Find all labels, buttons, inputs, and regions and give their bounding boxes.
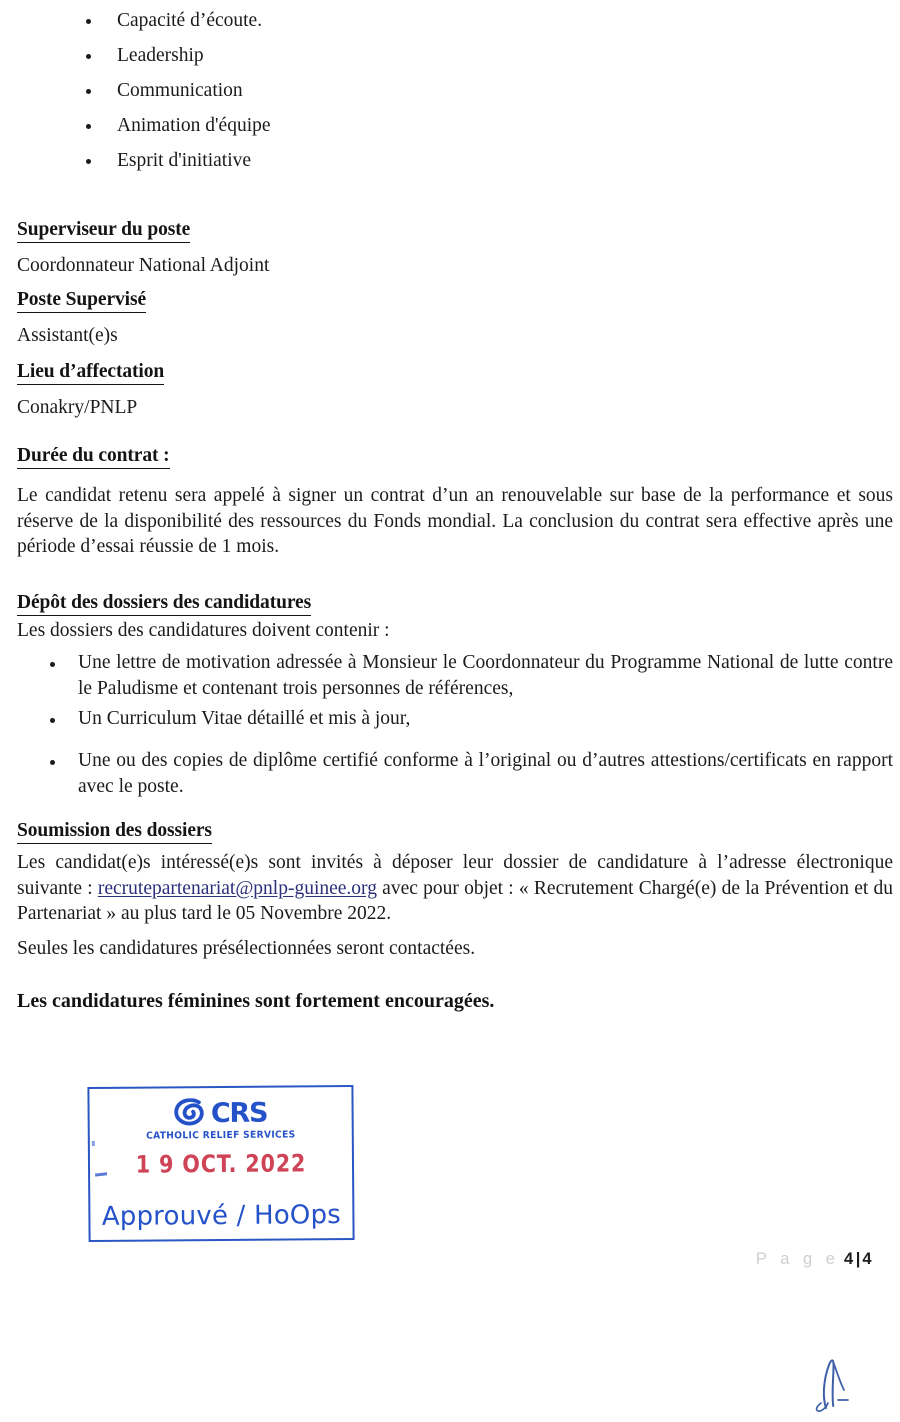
stamp-date: 1 9 OCT. 2022 (135, 1149, 307, 1179)
heading-contract-duration-text: Durée du contrat : (17, 445, 170, 469)
application-files-intro: Les dossiers des candidatures doivent contenir : (17, 620, 390, 641)
value-supervised-post: Assistant(e)s (17, 325, 118, 346)
heading-supervised-post-text: Poste Supervisé (17, 289, 146, 313)
heading-application-files (17, 592, 311, 616)
encouragement-line: Les candidatures féminines sont fortement encouragées. (17, 990, 495, 1012)
approval-stamp (87, 1085, 354, 1242)
list-item: Un Curriculum Vitae détaillé et mis à jour, (78, 708, 411, 729)
bullet-marker (86, 159, 91, 164)
page-footer (756, 1250, 872, 1269)
list-item: Capacité d’écoute. (117, 10, 263, 31)
list-item: Esprit d'initiative (117, 150, 252, 171)
submission-text-before: Les candidat(e)s intéressé(e)s sont invités à déposer leur dossier de candidature à l’adresse électronique suivante : (17, 852, 893, 899)
page-total: 4 (862, 1250, 872, 1268)
crs-tagline: CATHOLIC RELIEF SERVICES (146, 1129, 296, 1142)
crs-logo (89, 1097, 351, 1129)
page-label: P a g e (755, 1250, 840, 1268)
page-current: 4 (844, 1250, 854, 1268)
stamp-ink-dot (92, 1141, 95, 1146)
heading-contract-duration (17, 445, 170, 469)
bullet-marker (86, 124, 91, 129)
heading-supervised-post (17, 289, 146, 313)
submission-note: Seules les candidatures présélectionnées seront contactées. (17, 938, 476, 959)
heading-submission-text: Soumission des dossiers (17, 820, 212, 844)
bullet-marker (50, 662, 55, 667)
bullet-marker (50, 718, 55, 723)
paragraph-contract-duration (17, 483, 893, 560)
stamp-ink-tick (95, 1172, 107, 1176)
bullet-marker (86, 54, 91, 59)
value-supervisor: Coordonnateur National Adjoint (17, 255, 270, 276)
contract-line-2: et sous réserve de la disponibilité des ressources du Fonds mondial. La conclusion du contrat sera (17, 485, 894, 532)
list-item: Animation d'équipe (117, 115, 271, 136)
bullet-marker (86, 19, 91, 24)
email-link[interactable]: recrutepartenariat@pnlp-guinee.org (97, 877, 377, 899)
crs-swoosh-icon (174, 1098, 208, 1128)
crs-wordmark: CRS (210, 1097, 268, 1129)
bullet-marker (50, 760, 55, 765)
handwritten-signature (800, 1348, 870, 1414)
heading-supervisor (17, 219, 190, 243)
submission-text-after: avec pour objet : « Recrutement Chargé(e) de la Prévention et du Partenariat » au plus tard le 05 Novembre 2022. (17, 877, 894, 924)
list-item: Une lettre de motivation adressée à Monsieur le Coordonnateur du Programme National de lutte contre le Paludisme et contenant trois personnes de références, (78, 652, 893, 699)
heading-location-text: Lieu d’affectation (17, 361, 164, 385)
contract-line-3: effective après une période d’essai réussie de 1 mois. (17, 510, 894, 557)
contract-line-1: Le candidat retenu sera appelé à signer un contrat d’un an renouvelable sur base de la performance (17, 485, 830, 506)
value-location: Conakry/PNLP (17, 397, 138, 418)
bullet-marker (86, 89, 91, 94)
paragraph-submission (17, 850, 893, 927)
heading-submission (17, 820, 212, 844)
list-item: Communication (117, 80, 243, 101)
page-separator: | (855, 1250, 861, 1268)
stamp-approval-text: Approuvé / HoOps (101, 1200, 342, 1232)
heading-supervisor-text: Superviseur du poste (17, 219, 190, 243)
heading-location (17, 361, 164, 385)
heading-application-files-text: Dépôt des dossiers des candidatures (17, 592, 311, 616)
list-item: Une ou des copies de diplôme certifié conforme à l’original ou d’autres attestions/certificats en rapport avec le poste. (78, 750, 893, 797)
list-item: Leadership (117, 45, 204, 66)
